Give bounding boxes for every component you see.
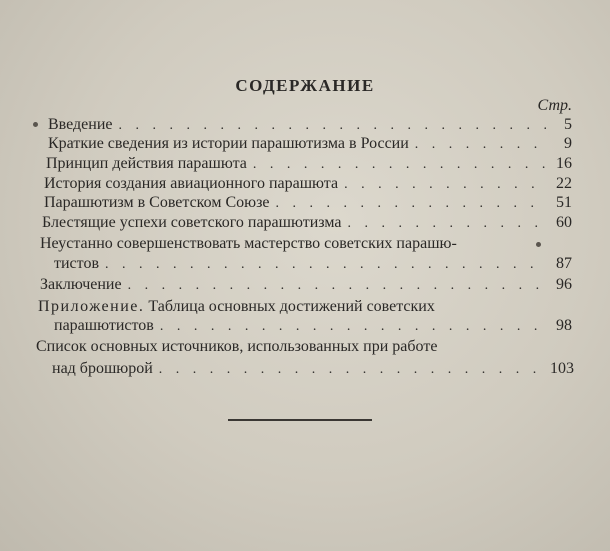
toc-entry-title: Введение bbox=[48, 116, 113, 133]
toc-entry-page: 98 bbox=[556, 317, 572, 334]
toc-entry bbox=[52, 359, 574, 379]
toc-entry-title: Таблица основных достижений советских bbox=[148, 298, 435, 315]
toc-entry-line1 bbox=[40, 234, 580, 254]
toc-entry-title: Краткие сведения из истории парашютизма в России bbox=[48, 135, 409, 152]
toc-entry-title-cont: тистов bbox=[54, 255, 99, 272]
toc-entry-title: Неустанно совершенствовать мастерство советских парашю- bbox=[40, 235, 457, 252]
toc-entry bbox=[48, 134, 572, 154]
toc-entry-title: Блестящие успехи советского парашютизма bbox=[42, 214, 342, 231]
ink-speck bbox=[536, 242, 541, 247]
toc-entry bbox=[44, 193, 572, 213]
toc-entry-page: 16 bbox=[556, 155, 572, 172]
toc-entry bbox=[40, 275, 572, 295]
leader-dots bbox=[113, 116, 547, 136]
toc-entry bbox=[48, 115, 572, 135]
leader-dots bbox=[341, 214, 546, 234]
toc-entry-title: Парашютизм в Советском Союзе bbox=[44, 194, 270, 211]
appendix-label: Приложение. bbox=[38, 298, 145, 315]
toc-entry bbox=[54, 316, 572, 336]
leader-dots bbox=[99, 255, 546, 275]
toc-entry-page: 103 bbox=[550, 360, 574, 377]
toc-entry bbox=[44, 174, 572, 194]
leader-dots bbox=[247, 155, 546, 175]
closing-rule bbox=[228, 419, 372, 421]
leader-dots bbox=[153, 360, 548, 380]
leader-dots bbox=[270, 194, 547, 214]
toc-entry-page: 9 bbox=[564, 135, 572, 152]
toc-entry-title-cont: парашютистов bbox=[54, 317, 154, 334]
toc-entry-page: 51 bbox=[556, 194, 572, 211]
leader-dots bbox=[338, 175, 546, 195]
toc-entry-title-cont: над брошюрой bbox=[52, 360, 153, 377]
toc-entry-title: Заключение bbox=[40, 276, 122, 293]
toc-entry-title: Принцип действия парашюта bbox=[46, 155, 247, 172]
toc-entry-page: 87 bbox=[556, 255, 572, 272]
toc-entry bbox=[46, 154, 572, 174]
toc-entry-line1 bbox=[36, 337, 581, 357]
toc-entry-line1 bbox=[38, 297, 578, 317]
toc-entry bbox=[54, 254, 572, 274]
leader-dots bbox=[154, 317, 546, 337]
toc-entry-title: Список основных источников, использованных при работе bbox=[36, 338, 438, 355]
leader-dots bbox=[409, 135, 546, 155]
toc-entry bbox=[42, 213, 572, 233]
toc-entry-page: 5 bbox=[564, 116, 572, 133]
page-column-header: Стр. bbox=[537, 97, 572, 114]
toc-entry-title: История создания авиационного парашюта bbox=[44, 175, 339, 192]
toc-entry-page: 96 bbox=[556, 276, 572, 293]
toc-entry-page: 60 bbox=[556, 214, 572, 231]
toc-entry-page: 22 bbox=[556, 175, 572, 192]
leader-dots bbox=[122, 276, 546, 296]
page-title: СОДЕРЖАНИЕ bbox=[235, 76, 375, 95]
ink-speck bbox=[33, 122, 38, 127]
